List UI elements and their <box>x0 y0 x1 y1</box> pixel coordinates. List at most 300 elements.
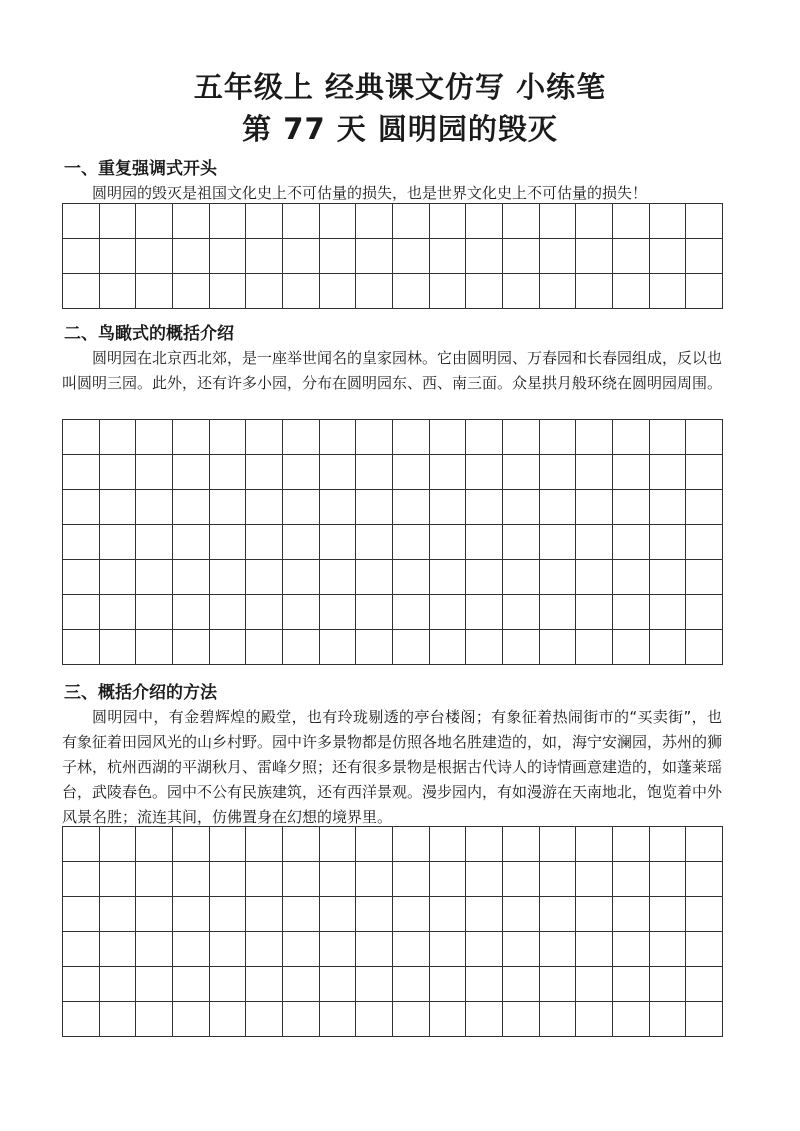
grid-cell <box>320 490 357 525</box>
grid-cell <box>100 827 137 862</box>
grid-cell <box>136 239 173 274</box>
grid-cell <box>136 490 173 525</box>
grid-cell <box>320 455 357 490</box>
grid-cell <box>503 595 540 630</box>
grid-cell <box>466 204 503 239</box>
grid-cell <box>173 525 210 560</box>
grid-cell <box>320 204 357 239</box>
grid-cell <box>246 827 283 862</box>
grid-cell <box>686 560 723 595</box>
grid-cell <box>63 595 100 630</box>
grid-cell <box>503 897 540 932</box>
grid-cell <box>393 239 430 274</box>
grid-cell <box>650 862 687 897</box>
grid-cell <box>356 862 393 897</box>
grid-cell <box>246 862 283 897</box>
grid-cell <box>393 274 430 309</box>
grid-cell <box>650 967 687 1002</box>
grid-cell <box>393 1002 430 1037</box>
grid-cell <box>686 204 723 239</box>
grid-cell <box>466 967 503 1002</box>
grid-cell <box>320 525 357 560</box>
grid-cell <box>283 862 320 897</box>
grid-cell <box>320 1002 357 1037</box>
grid-cell <box>540 490 577 525</box>
grid-cell <box>320 932 357 967</box>
grid-cell <box>576 1002 613 1037</box>
grid-cell <box>246 595 283 630</box>
grid-cell <box>576 239 613 274</box>
grid-cell <box>430 1002 467 1037</box>
grid-cell <box>356 274 393 309</box>
grid-cell <box>650 897 687 932</box>
grid-cell <box>430 862 467 897</box>
grid-cell <box>63 897 100 932</box>
page-title: 五年级上 经典课文仿写 小练笔 <box>193 70 607 104</box>
grid-cell <box>136 630 173 665</box>
grid-cell <box>576 967 613 1002</box>
grid-cell <box>356 490 393 525</box>
section-2 <box>62 322 722 396</box>
grid-cell <box>63 420 100 455</box>
grid-cell <box>466 490 503 525</box>
grid-cell <box>100 862 137 897</box>
grid-cell <box>283 274 320 309</box>
grid-cell <box>173 595 210 630</box>
grid-cell <box>320 239 357 274</box>
grid-cell <box>686 932 723 967</box>
grid-cell <box>576 932 613 967</box>
grid-cell <box>393 490 430 525</box>
grid-cell <box>430 932 467 967</box>
grid-cell <box>173 897 210 932</box>
grid-cell <box>466 897 503 932</box>
grid-cell <box>320 560 357 595</box>
grid-cell <box>320 897 357 932</box>
grid-cell <box>246 1002 283 1037</box>
grid-cell <box>173 827 210 862</box>
grid-cell <box>613 274 650 309</box>
grid-cell <box>210 897 247 932</box>
grid-cell <box>173 630 210 665</box>
grid-cell <box>356 897 393 932</box>
grid-cell <box>100 932 137 967</box>
section-1 <box>62 157 722 206</box>
grid-cell <box>393 932 430 967</box>
grid-cell <box>466 239 503 274</box>
grid-cell <box>503 1002 540 1037</box>
grid-cell <box>63 967 100 1002</box>
grid-cell <box>246 932 283 967</box>
grid-cell <box>100 1002 137 1037</box>
grid-cell <box>63 630 100 665</box>
grid-cell <box>503 862 540 897</box>
writing-grid <box>62 203 723 309</box>
grid-cell <box>576 630 613 665</box>
grid-cell <box>576 455 613 490</box>
grid-cell <box>173 862 210 897</box>
grid-cell <box>503 525 540 560</box>
grid-cell <box>650 1002 687 1037</box>
grid-cell <box>613 420 650 455</box>
grid-cell <box>650 274 687 309</box>
grid-cell <box>136 827 173 862</box>
grid-cell <box>686 525 723 560</box>
grid-cell <box>320 827 357 862</box>
grid-cell <box>466 525 503 560</box>
grid-cell <box>173 560 210 595</box>
grid-cell <box>246 204 283 239</box>
grid-cell <box>63 490 100 525</box>
grid-cell <box>283 897 320 932</box>
grid-cell <box>136 897 173 932</box>
grid-cell <box>356 827 393 862</box>
grid-cell <box>210 420 247 455</box>
grid-cell <box>430 525 467 560</box>
grid-cell <box>650 932 687 967</box>
section-text: 圆明园的毁灭是祖国文化史上不可估量的损失，也是世界文化史上不可估量的损失！ <box>92 184 648 202</box>
grid-cell <box>540 274 577 309</box>
grid-cell <box>63 204 100 239</box>
grid-cell <box>246 967 283 1002</box>
grid-cell <box>430 897 467 932</box>
grid-cell <box>430 204 467 239</box>
grid-cell <box>650 455 687 490</box>
grid-cell <box>356 595 393 630</box>
grid-cell <box>503 455 540 490</box>
grid-cell <box>63 932 100 967</box>
grid-cell <box>100 525 137 560</box>
grid-cell <box>503 204 540 239</box>
grid-cell <box>430 827 467 862</box>
grid-cell <box>100 630 137 665</box>
grid-cell <box>686 967 723 1002</box>
grid-cell <box>430 595 467 630</box>
grid-cell <box>466 630 503 665</box>
grid-cell <box>210 490 247 525</box>
grid-cell <box>650 560 687 595</box>
grid-cell <box>466 1002 503 1037</box>
grid-cell <box>540 897 577 932</box>
grid-cell <box>686 1002 723 1037</box>
grid-cell <box>503 420 540 455</box>
grid-cell <box>246 274 283 309</box>
grid-cell <box>503 239 540 274</box>
grid-cell <box>540 1002 577 1037</box>
grid-cell <box>210 274 247 309</box>
grid-cell <box>63 560 100 595</box>
grid-cell <box>686 595 723 630</box>
grid-cell <box>210 595 247 630</box>
grid-cell <box>320 274 357 309</box>
grid-cell <box>283 1002 320 1037</box>
grid-cell <box>540 204 577 239</box>
grid-cell <box>540 827 577 862</box>
grid-cell <box>430 420 467 455</box>
grid-cell <box>210 455 247 490</box>
grid-cell <box>393 862 430 897</box>
grid-cell <box>320 420 357 455</box>
grid-cell <box>576 595 613 630</box>
section-text: 圆明园在北京西北郊，是一座举世闻名的皇家园林。它由圆明园、万春园和长春园组成，反以也叫圆明三园。此外，还有许多小园，分布在圆明园东、西、南三面。众星拱月般环绕在圆明园周围。 <box>62 349 723 392</box>
grid-cell <box>136 204 173 239</box>
grid-cell <box>686 897 723 932</box>
grid-cell <box>100 560 137 595</box>
grid-cell <box>686 490 723 525</box>
grid-cell <box>356 1002 393 1037</box>
grid-cell <box>540 239 577 274</box>
grid-cell <box>686 455 723 490</box>
grid-cell <box>173 239 210 274</box>
grid-cell <box>356 560 393 595</box>
grid-cell <box>246 897 283 932</box>
grid-cell <box>100 204 137 239</box>
grid-cell <box>210 827 247 862</box>
grid-cell <box>100 274 137 309</box>
grid-cell <box>576 862 613 897</box>
grid-cell <box>430 560 467 595</box>
grid-cell <box>613 862 650 897</box>
grid-cell <box>466 932 503 967</box>
grid-cell <box>210 560 247 595</box>
grid-cell <box>393 595 430 630</box>
grid-cell <box>136 595 173 630</box>
grid-cell <box>100 420 137 455</box>
grid-cell <box>210 204 247 239</box>
grid-cell <box>576 490 613 525</box>
grid-cell <box>173 274 210 309</box>
grid-cell <box>283 630 320 665</box>
grid-cell <box>613 204 650 239</box>
grid-cell <box>283 967 320 1002</box>
grid-cell <box>393 560 430 595</box>
grid-cell <box>136 525 173 560</box>
grid-cell <box>540 932 577 967</box>
grid-cell <box>613 239 650 274</box>
grid-cell <box>466 862 503 897</box>
grid-cell <box>100 595 137 630</box>
grid-cell <box>100 239 137 274</box>
grid-cell <box>613 630 650 665</box>
grid-cell <box>283 204 320 239</box>
grid-cell <box>466 595 503 630</box>
grid-cell <box>210 932 247 967</box>
grid-cell <box>650 525 687 560</box>
grid-cell <box>356 630 393 665</box>
grid-cell <box>576 525 613 560</box>
grid-cell <box>136 560 173 595</box>
grid-cell <box>650 420 687 455</box>
grid-cell <box>540 630 577 665</box>
grid-cell <box>173 420 210 455</box>
grid-cell <box>63 274 100 309</box>
grid-cell <box>210 862 247 897</box>
grid-cell <box>173 455 210 490</box>
grid-cell <box>613 967 650 1002</box>
grid-cell <box>540 560 577 595</box>
grid-cell <box>576 274 613 309</box>
grid-cell <box>356 204 393 239</box>
grid-cell <box>540 862 577 897</box>
grid-cell <box>466 274 503 309</box>
grid-cell <box>63 1002 100 1037</box>
grid-cell <box>540 420 577 455</box>
grid-cell <box>210 1002 247 1037</box>
grid-cell <box>246 525 283 560</box>
grid-cell <box>246 455 283 490</box>
grid-cell <box>283 827 320 862</box>
writing-grid <box>62 826 723 1037</box>
grid-cell <box>393 967 430 1002</box>
grid-cell <box>393 525 430 560</box>
grid-cell <box>136 1002 173 1037</box>
grid-cell <box>686 827 723 862</box>
grid-cell <box>430 490 467 525</box>
grid-cell <box>503 490 540 525</box>
grid-cell <box>686 274 723 309</box>
grid-cell <box>210 967 247 1002</box>
grid-cell <box>173 204 210 239</box>
grid-cell <box>210 239 247 274</box>
grid-cell <box>393 827 430 862</box>
grid-cell <box>63 525 100 560</box>
grid-cell <box>503 274 540 309</box>
grid-cell <box>430 239 467 274</box>
grid-cell <box>100 967 137 1002</box>
grid-cell <box>283 239 320 274</box>
grid-cell <box>613 455 650 490</box>
grid-cell <box>246 560 283 595</box>
grid-cell <box>63 862 100 897</box>
grid-cell <box>686 630 723 665</box>
grid-cell <box>540 455 577 490</box>
page-subtitle: 第 77 天 圆明园的毁灭 <box>242 112 558 146</box>
grid-cell <box>356 525 393 560</box>
grid-cell <box>136 420 173 455</box>
grid-cell <box>430 967 467 1002</box>
grid-cell <box>210 525 247 560</box>
grid-cell <box>356 455 393 490</box>
grid-cell <box>246 490 283 525</box>
grid-cell <box>173 490 210 525</box>
grid-cell <box>320 595 357 630</box>
grid-cell <box>613 827 650 862</box>
grid-cell <box>246 420 283 455</box>
grid-cell <box>466 420 503 455</box>
grid-cell <box>393 630 430 665</box>
grid-cell <box>613 490 650 525</box>
grid-cell <box>430 630 467 665</box>
grid-cell <box>136 274 173 309</box>
grid-cell <box>283 932 320 967</box>
grid-cell <box>503 932 540 967</box>
grid-cell <box>613 560 650 595</box>
grid-cell <box>173 932 210 967</box>
grid-cell <box>613 525 650 560</box>
grid-cell <box>466 560 503 595</box>
section-heading: 一、重复强调式开头 <box>64 159 217 179</box>
section-heading: 三、概括介绍的方法 <box>64 683 217 703</box>
grid-cell <box>320 862 357 897</box>
grid-cell <box>576 897 613 932</box>
grid-cell <box>430 455 467 490</box>
grid-cell <box>356 420 393 455</box>
grid-cell <box>613 1002 650 1037</box>
section-heading: 二、鸟瞰式的概括介绍 <box>64 324 234 344</box>
grid-cell <box>466 827 503 862</box>
grid-cell <box>466 455 503 490</box>
grid-cell <box>356 932 393 967</box>
grid-cell <box>650 204 687 239</box>
grid-cell <box>503 630 540 665</box>
grid-cell <box>173 967 210 1002</box>
grid-cell <box>100 490 137 525</box>
grid-cell <box>576 420 613 455</box>
grid-cell <box>100 455 137 490</box>
grid-cell <box>136 455 173 490</box>
grid-cell <box>393 455 430 490</box>
grid-cell <box>320 967 357 1002</box>
grid-cell <box>393 897 430 932</box>
grid-cell <box>100 897 137 932</box>
grid-cell <box>283 595 320 630</box>
grid-cell <box>63 455 100 490</box>
grid-cell <box>173 1002 210 1037</box>
grid-cell <box>650 630 687 665</box>
grid-cell <box>576 560 613 595</box>
grid-cell <box>650 239 687 274</box>
grid-cell <box>246 630 283 665</box>
grid-cell <box>283 525 320 560</box>
grid-cell <box>136 932 173 967</box>
section-3 <box>62 681 722 830</box>
grid-cell <box>686 239 723 274</box>
grid-cell <box>686 420 723 455</box>
grid-cell <box>283 455 320 490</box>
grid-cell <box>356 967 393 1002</box>
grid-cell <box>246 239 283 274</box>
grid-cell <box>540 967 577 1002</box>
grid-cell <box>613 595 650 630</box>
grid-cell <box>430 274 467 309</box>
grid-cell <box>576 204 613 239</box>
grid-cell <box>650 595 687 630</box>
grid-cell <box>136 862 173 897</box>
grid-cell <box>576 827 613 862</box>
grid-cell <box>613 932 650 967</box>
grid-cell <box>650 490 687 525</box>
grid-cell <box>613 897 650 932</box>
grid-cell <box>503 560 540 595</box>
grid-cell <box>63 239 100 274</box>
grid-cell <box>136 967 173 1002</box>
grid-cell <box>356 239 393 274</box>
grid-cell <box>393 204 430 239</box>
grid-cell <box>686 862 723 897</box>
grid-cell <box>63 827 100 862</box>
grid-cell <box>320 630 357 665</box>
grid-cell <box>283 560 320 595</box>
grid-cell <box>650 827 687 862</box>
section-text: 圆明园中，有金碧辉煌的殿堂，也有玲珑剔透的亭台楼阁；有象征着热闹街市的“买卖街”，也有象征着田园风光的山乡村野。园中许多景物都是仿照各地名胜建造的，如，海宁安澜园，苏州的狮子林，杭州西湖的平湖秋月、雷峰夕照；还有很多景物是根据古代诗人的诗情画意建造的，如蓬莱瑶台，武陵春色。园中不公有民族建筑，还有西洋景观。漫步园内，有如漫游在天南地北，饱览着中外风景名胜；流连其间，仿佛置身在幻想的境界里。 <box>62 708 723 826</box>
grid-cell <box>503 967 540 1002</box>
writing-grid <box>62 419 723 665</box>
grid-cell <box>540 595 577 630</box>
grid-cell <box>393 420 430 455</box>
grid-cell <box>210 630 247 665</box>
grid-cell <box>283 490 320 525</box>
grid-cell <box>540 525 577 560</box>
